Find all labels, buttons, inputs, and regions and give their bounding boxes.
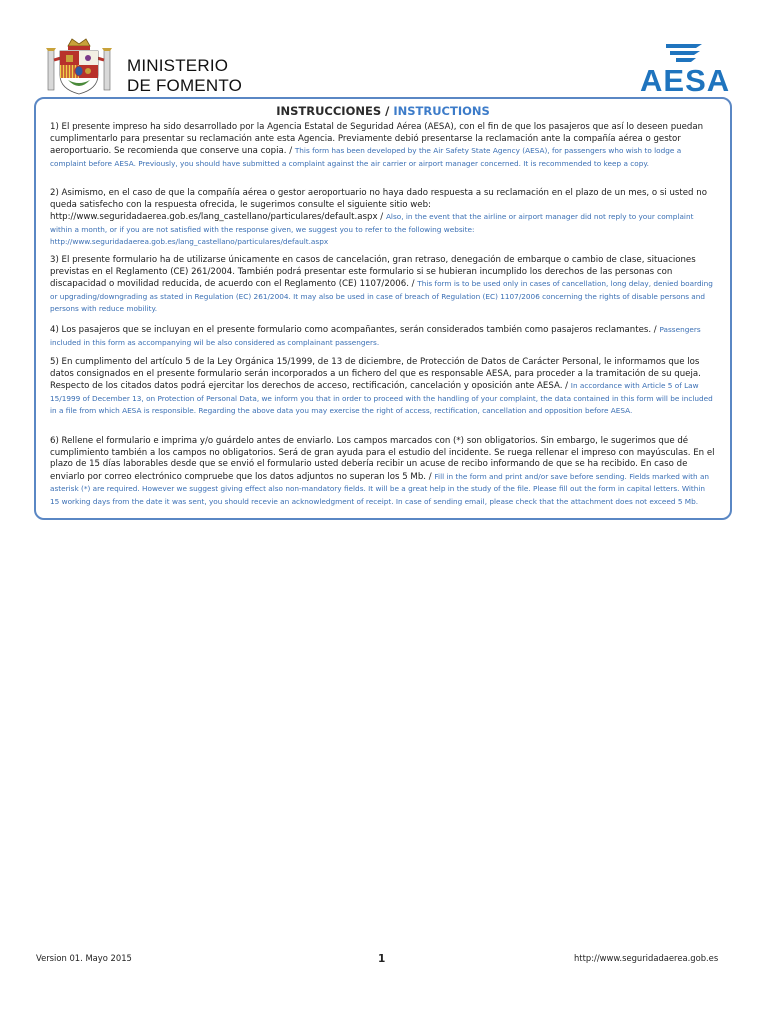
instruction-3-es: 3) El presente formulario ha de utilizarse únicamente en casos de cancelación, gran retraso, denegación de embarque o cambio de clase, situaciones previstas en el Reglamento (CE) 261/2004. También podrá presentar este formulario si se hubieran incumplido los derechos de las personas con discapacidad o movilidad reducida, de acuerdo con el Reglamento (CE) 1107/2006. / xyxy=(50,255,696,290)
instructions-box xyxy=(34,97,732,520)
aesa-logo xyxy=(640,42,731,98)
instruction-2-es: 2) Asimismo, en el caso de que la compañía aérea o gestor aeroportuario no haya dado respuesta a su reclamación en el plazo de un mes, o si usted no queda satisfecho con la respuesta ofrecida, le sugerimos consulte el siguiente sitio web: http://www.seguridadaerea.gob.es/lang_castellano/particulares/default.aspx / xyxy=(50,188,707,223)
instruction-paragraph-3 xyxy=(50,255,716,316)
instruction-paragraph-1 xyxy=(50,122,716,170)
instruction-5-en: In accordance with Article 5 of Law 15/1999 of December 13, on Protection of Personal Data, we inform you that in order to proceed with the handling of your complaint, the data contained in this form will be included in a file from which AESA is responsible. Regarding the above data you may exercise the right of access, rectification, cancellation and opposition before AESA. xyxy=(50,381,713,416)
instruction-6-es: 6) Rellene el formulario e imprima y/o guárdelo antes de enviarlo. Los campos marcados con (*) son obligatorios. Sin embargo, le sugerimos que dé cumplimiento también a los campos no obligatorios. Será de gran ayuda para el estudio del incidente. Se ruega rellenar el impreso con mayúsculas. En el plazo de 15 días laborables desde que se envió el formulario usted debería recibir un acuse de recibo informando de que se ha recibido. En caso de enviarlo por correo electrónico compruebe que los datos adjuntos no superan los 5 Mb. / xyxy=(50,436,715,482)
aesa-logo-text: AESA xyxy=(640,63,731,98)
ministry-line-2: DE FOMENTO xyxy=(127,76,243,95)
page-number: 1 xyxy=(378,953,386,965)
instruction-1-es: 1) El presente impreso ha sido desarrollado por la Agencia Estatal de Seguridad Aérea (AESA), con el fin de que los pasajeros que así lo deseen puedan cumplimentarlo para presentar su reclamación ante esta Agencia. Previamente debió presentarse la reclamación ante la compañía aérea o gestor aeroportuario. Se recomienda que conserve una copia. / xyxy=(50,122,704,157)
instruction-paragraph-2 xyxy=(50,188,716,249)
instructions-title-es: INSTRUCCIONES / xyxy=(276,104,390,118)
instruction-paragraph-4 xyxy=(50,324,716,349)
instruction-5-es: 5) En cumplimento del artículo 5 de la Ley Orgánica 15/1999, de 13 de diciembre, de Protección de Datos de Carácter Personal, le informamos que los datos consignados en el presente formulario serán incorporados a un fichero del que es responsable AESA, para proceder a la tramitación de su queja. Respecto de los citados datos podrá ejercitar los derechos de acceso, rectificación, cancelación y oposición ante AESA. / xyxy=(50,357,701,392)
instruction-4-es: 4) Los pasajeros que se incluyan en el presente formulario como acompañantes, serán considerados también como pasajeros reclamantes. / xyxy=(50,325,657,335)
instruction-3-en: This form is to be used only in cases of cancellation, long delay, denied boarding or upgrading/downgrading as stated in Regulation (EC) 261/2004. It may also be used in case of breach of Regulation (EC) 1107/2006 concerning the rights of disable persons and persons with reduce mobility. xyxy=(50,279,713,314)
instruction-1-en: This form has been developed by the Air Safety State Agency (AESA), for passengers who wish to lodge a complaint before AESA. Previously, you should have submitted a complaint against the air carrier or airport manager concerned. It is recommended to keep a copy. xyxy=(50,146,682,168)
footer-url[interactable]: http://www.seguridadaerea.gob.es xyxy=(574,953,719,963)
instructions-title-en: INSTRUCTIONS xyxy=(393,104,490,118)
ministry-name xyxy=(127,56,242,96)
aesa-wing-icon xyxy=(662,42,706,64)
instruction-paragraph-5 xyxy=(50,357,716,418)
instruction-4-en: Passengers included in this form as accompanying wil be also considered as complainant passengers. xyxy=(50,325,701,347)
spanish-coat-of-arms-icon xyxy=(44,36,114,98)
instruction-6-en: Fill in the form and print and/or save before sending. Fields marked with an asterisk (*) are required. However we suggest giving effect also non-mandatory fields. It will be a great help in the study of the file. Please fill out the form in capital letters. Within 15 working days from the date it was sent, you should recevie an acknowledgment of receipt. In case of sending email, please check that the attachment does not exceed 5 Mb. xyxy=(50,471,710,506)
ministry-line-1: MINISTERIO xyxy=(127,56,229,75)
instruction-paragraph-6 xyxy=(50,436,716,509)
instructions-title xyxy=(36,104,730,118)
instruction-2-en: Also, in the event that the airline or airport manager did not reply to your complaint within a month, or if you are not satisfied with the response given, we suggest you to refer to the following website: http://www.seguridadaerea.gob.es/lang_castellano/particulares/default.aspx xyxy=(50,212,694,247)
version-label: Version 01. Mayo 2015 xyxy=(36,953,132,963)
